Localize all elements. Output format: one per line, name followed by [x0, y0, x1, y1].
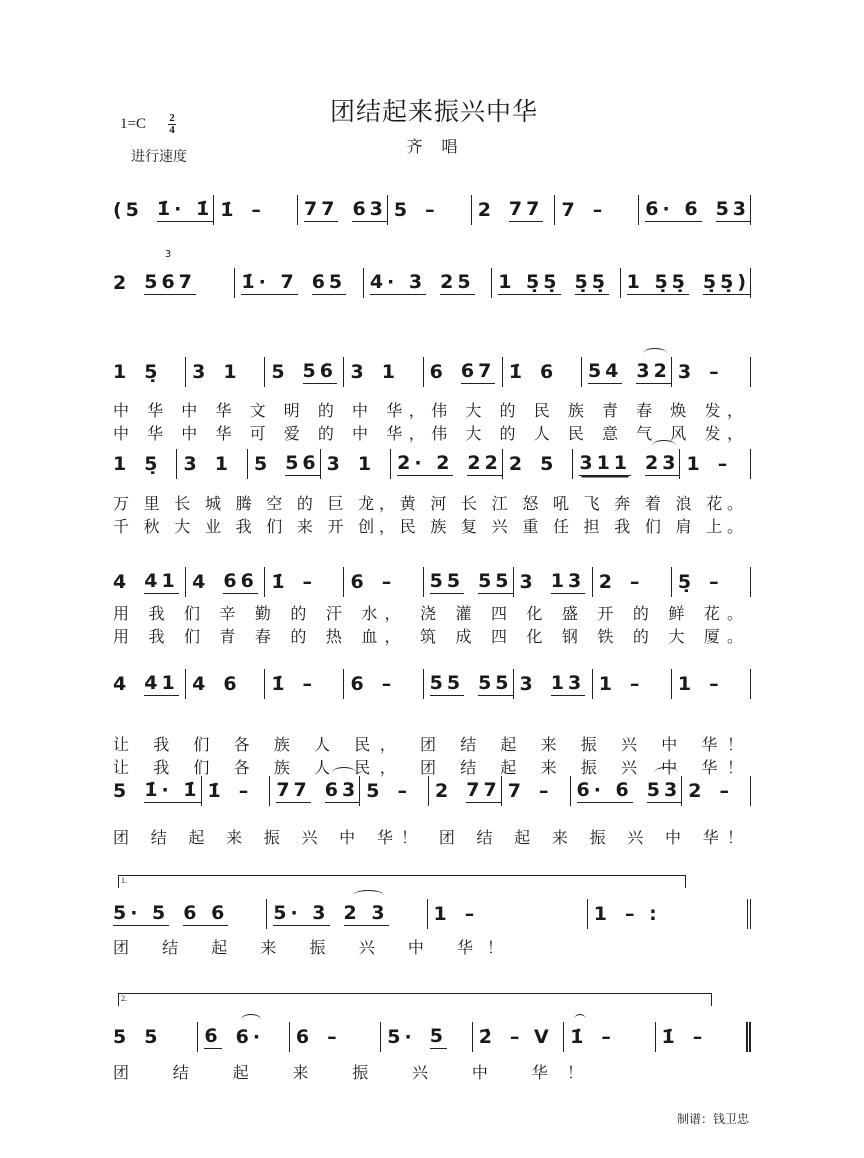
measure — [298, 195, 388, 225]
note-group: 23 — [645, 452, 680, 474]
note-group: 1̇ — [570, 1026, 588, 1048]
meter-bottom: 4 — [169, 124, 175, 136]
measure — [235, 268, 363, 298]
note-group: 6· — [235, 1026, 265, 1048]
measure — [672, 669, 751, 699]
measure — [113, 567, 186, 597]
lyric-line: 让 我 们 各 族 人 民， 团 结 起 来 振 兴 中 华！ — [113, 758, 743, 777]
note-group: 1 — [113, 361, 131, 383]
measure — [270, 776, 360, 806]
note-group: 25 — [440, 271, 475, 293]
tempo-marking: 进行速度 — [131, 149, 187, 165]
note-group: 5̣ — [144, 361, 162, 383]
measure — [424, 567, 514, 597]
measure — [424, 357, 503, 387]
note-group: 2̇ — [478, 1026, 496, 1048]
staff-row — [113, 776, 751, 806]
measure — [186, 669, 265, 699]
note-group: 1̇· 1̇ — [156, 198, 214, 220]
measure — [113, 357, 186, 387]
note-group: – — [538, 780, 553, 802]
measure — [113, 899, 267, 929]
note-group: 1̇ — [508, 361, 527, 383]
measure — [514, 567, 593, 597]
lyric-line: 中 华 中 华 可 爱 的 中 华，伟 大 的 人 民 意 气 风 发， — [113, 424, 743, 443]
lyric-line: 团 结 起 来 振 兴 中 华！ 团 结 起 来 振 兴 中 华！ — [113, 828, 743, 847]
note-group: 65 — [311, 271, 347, 293]
measure — [186, 357, 265, 387]
note-group: – — [709, 673, 723, 695]
note-group: 1̇· 7 — [241, 271, 298, 293]
note-group: 5̣ — [677, 571, 696, 593]
note-group: 1̇· 1̇ — [144, 779, 201, 801]
note-group: – — [717, 453, 732, 475]
measure — [267, 899, 427, 929]
note-group: 41 — [144, 570, 179, 592]
note-group: 1 — [214, 453, 232, 475]
measure — [265, 669, 344, 699]
note-group: 13 — [550, 570, 586, 592]
note-group: 2 — [688, 780, 706, 802]
note-group: 66 — [223, 570, 258, 592]
note-group: 3 — [519, 673, 537, 695]
note-group: 1̇ — [271, 673, 289, 695]
note-group: – — [601, 1026, 615, 1048]
note-group: 6 — [540, 361, 558, 383]
song-title: 团结起来振兴中华 — [329, 97, 538, 126]
measure — [113, 195, 214, 225]
measure — [555, 195, 639, 225]
note-group: 5̣ — [144, 453, 162, 475]
measure — [672, 567, 751, 597]
note-group: – — [251, 199, 265, 221]
note-group: 5 — [144, 1026, 162, 1048]
note-group: 53 — [646, 779, 682, 801]
note-group: 77 — [276, 779, 311, 801]
measure — [514, 669, 593, 699]
meter-top: 2 — [169, 112, 175, 124]
note-group: 1 — [686, 453, 704, 475]
lyric-line: 用 我 们 青 春 的 热 血， 筑 成 四 化 钢 铁 的 大 厦。 — [113, 627, 743, 646]
measure — [429, 776, 502, 806]
measure — [503, 449, 573, 479]
note-group: 54 — [587, 360, 623, 382]
note-group: 77 — [466, 779, 501, 801]
measure — [186, 567, 265, 597]
measure — [113, 1022, 198, 1052]
note-group: 2 — [477, 199, 495, 221]
note-group: 1 — [677, 673, 696, 695]
staff-row — [113, 1022, 751, 1052]
measure — [492, 268, 620, 298]
note-group: 77 — [303, 198, 339, 220]
staff-row — [113, 268, 751, 298]
note-group: 3 — [350, 361, 368, 383]
note-group: 4 — [113, 571, 131, 593]
note-group: – — [425, 199, 439, 221]
lyric-line: 让 我 们 各 族 人 民， 团 结 起 来 振 兴 中 华！ — [113, 735, 743, 754]
note-group: 4 — [113, 673, 131, 695]
lyric-line: 团 结 起 来 振 兴 中 华！ — [113, 1063, 583, 1082]
note-group: 311 — [579, 452, 632, 474]
note-group: 1 — [433, 903, 451, 925]
measure — [424, 669, 514, 699]
measure — [360, 776, 429, 806]
note-group: 2 — [113, 272, 131, 294]
note-group: – — [381, 571, 396, 593]
note-group: 53 — [715, 198, 751, 220]
note-group: 6 — [350, 571, 368, 593]
measure — [214, 195, 298, 225]
lyric-line: 团 结 起 来 振 兴 中 华！ — [113, 938, 503, 957]
measure — [656, 1022, 751, 1052]
note-group: 1̇ — [661, 1026, 679, 1048]
note-group: 6· 6 — [645, 198, 702, 220]
lyric-line: 用 我 们 辛 勤 的 汗 水， 浇 灌 四 化 盛 开 的 鲜 花。 — [113, 604, 743, 623]
note-group: – — [719, 780, 733, 802]
measure — [344, 669, 423, 699]
lyric-line: 中 华 中 华 文 明 的 中 华，伟 大 的 民 族 青 春 焕 发， — [113, 401, 743, 420]
measure — [502, 776, 571, 806]
note-group: (5 — [113, 199, 143, 221]
measure — [639, 195, 751, 225]
staff-row — [113, 669, 751, 699]
measure — [582, 357, 672, 387]
staff-row — [113, 567, 751, 597]
note-group: 3 — [677, 361, 696, 383]
performance-mode: 齐 唱 — [406, 137, 458, 156]
note-group: 41 — [144, 672, 179, 694]
note-group: 22 — [467, 452, 502, 474]
measure — [588, 899, 751, 929]
measure — [198, 1022, 289, 1052]
measure — [428, 899, 588, 929]
note-group: 1 — [598, 673, 616, 695]
note-group: – : — [624, 903, 661, 925]
note-group: 5̣5̣ — [574, 271, 609, 293]
note-group: – — [302, 571, 317, 593]
note-group: 5̣5̣) — [702, 271, 751, 293]
note-group: 1 5̣5̣ — [626, 271, 689, 293]
note-group: – — [327, 1026, 341, 1048]
note-group: 1 — [357, 453, 376, 475]
note-group: – — [692, 1026, 707, 1048]
measure — [265, 567, 344, 597]
note-group: 4· 3 — [369, 271, 427, 293]
note-group: 5 — [393, 199, 412, 221]
transcriber-credit: 制谱：钱卫忠 — [676, 1112, 749, 1126]
note-group: – — [592, 199, 607, 221]
note-group: 6 — [295, 1026, 314, 1048]
measure — [113, 268, 235, 298]
note-group: 1̇ — [271, 571, 289, 593]
note-group: 1 — [381, 361, 399, 383]
note-group: 6· 6 — [576, 779, 633, 801]
measure — [472, 195, 556, 225]
measure — [113, 669, 186, 699]
note-group: – — [397, 780, 411, 802]
lyric-line: 千 秋 大 业 我 们 来 开 创，民 族 复 兴 重 任 担 我 们 肩 上。 — [113, 517, 743, 536]
note-group: 4 — [192, 673, 210, 695]
note-group: 7 — [561, 199, 579, 221]
measure — [321, 449, 391, 479]
note-group: 6 — [350, 673, 368, 695]
note-group: 2 — [508, 453, 527, 475]
volta-second-ending: 2. — [118, 993, 712, 1006]
note-group: 3 — [519, 571, 537, 593]
measure — [593, 669, 672, 699]
note-group: – — [238, 780, 253, 802]
note-group: 1 5̣5̣ — [498, 271, 561, 293]
measure — [593, 567, 672, 597]
note-group: 6 — [204, 1025, 222, 1047]
measure — [113, 776, 202, 806]
note-group: 77 — [508, 198, 544, 220]
note-group: 567 3 — [144, 271, 196, 295]
note-group: – — [709, 571, 723, 593]
note-group: – — [629, 571, 644, 593]
note-group: – — [464, 903, 479, 925]
note-group: 5· 3 — [273, 902, 330, 924]
note-group: 55 — [478, 672, 513, 694]
note-group: 6 6 — [183, 902, 229, 924]
note-group: 6 — [223, 673, 241, 695]
note-group: 55 — [429, 672, 465, 694]
note-group: 5 — [253, 453, 272, 475]
lyric-line: 万 里 长 城 腾 空 的 巨 龙，黄 河 长 江 怒 吼 飞 奔 着 浪 花。 — [113, 494, 743, 513]
note-group: 63 — [324, 779, 360, 801]
note-group: – V — [509, 1026, 553, 1048]
measure — [248, 449, 321, 479]
measure — [388, 195, 472, 225]
measure — [391, 449, 503, 479]
measure — [573, 449, 680, 479]
staff-row — [113, 195, 751, 225]
measure — [177, 449, 247, 479]
measure — [113, 449, 177, 479]
measure — [564, 1022, 655, 1052]
key-signature: 1=C — [120, 116, 146, 132]
note-group: 3 — [183, 453, 201, 475]
measure — [473, 1022, 564, 1052]
note-group: 1 — [223, 361, 241, 383]
volta-first-ending: 1. — [118, 875, 686, 888]
measure — [290, 1022, 381, 1052]
note-group: 63 — [352, 198, 387, 220]
note-group: 5 — [271, 361, 289, 383]
measure — [672, 357, 751, 387]
note-group: 5· 5 — [113, 902, 170, 924]
measure — [202, 776, 271, 806]
note-group: 67 — [460, 360, 496, 382]
note-group: 56 — [285, 452, 320, 474]
note-group: 5 — [366, 780, 384, 802]
note-group: 2· 2 — [397, 452, 454, 474]
measure — [265, 357, 344, 387]
measure — [621, 268, 751, 298]
measure — [680, 449, 750, 479]
note-group: 1̇ — [207, 780, 225, 802]
note-group: 55 — [429, 570, 465, 592]
note-group: 3 — [192, 361, 210, 383]
staff-row — [113, 899, 751, 929]
note-group: 2 3 — [343, 902, 389, 924]
measure — [571, 776, 683, 806]
staff-row — [113, 357, 751, 387]
note-group: 4 — [192, 571, 210, 593]
note-group: 5 — [540, 453, 558, 475]
note-group: 5 — [113, 780, 131, 802]
note-group: 3 — [326, 453, 344, 475]
note-group: 2 — [435, 780, 453, 802]
note-group: 5· — [387, 1026, 416, 1048]
note-group: 13 — [550, 672, 586, 694]
note-group: 5 — [429, 1025, 447, 1047]
measure — [364, 268, 492, 298]
note-group: 56 — [302, 360, 337, 382]
measure — [344, 357, 423, 387]
measure — [503, 357, 582, 387]
note-group: 1 — [113, 453, 131, 475]
note-group: 2 — [598, 571, 616, 593]
measure — [682, 776, 751, 806]
staff-row — [113, 449, 751, 479]
note-group: – — [709, 361, 723, 383]
note-group: 1̇ — [220, 199, 238, 221]
note-group: – — [302, 673, 317, 695]
measure — [344, 567, 423, 597]
note-group: 1 — [593, 903, 611, 925]
note-group: 32 — [636, 360, 671, 382]
note-group: 5 — [113, 1026, 131, 1048]
note-group: 55 — [478, 570, 513, 592]
note-group: – — [629, 673, 644, 695]
note-group: 7 — [507, 780, 525, 802]
measure — [381, 1022, 472, 1052]
note-group: 6 — [429, 361, 447, 383]
note-group: – — [381, 673, 396, 695]
time-signature — [168, 113, 176, 136]
